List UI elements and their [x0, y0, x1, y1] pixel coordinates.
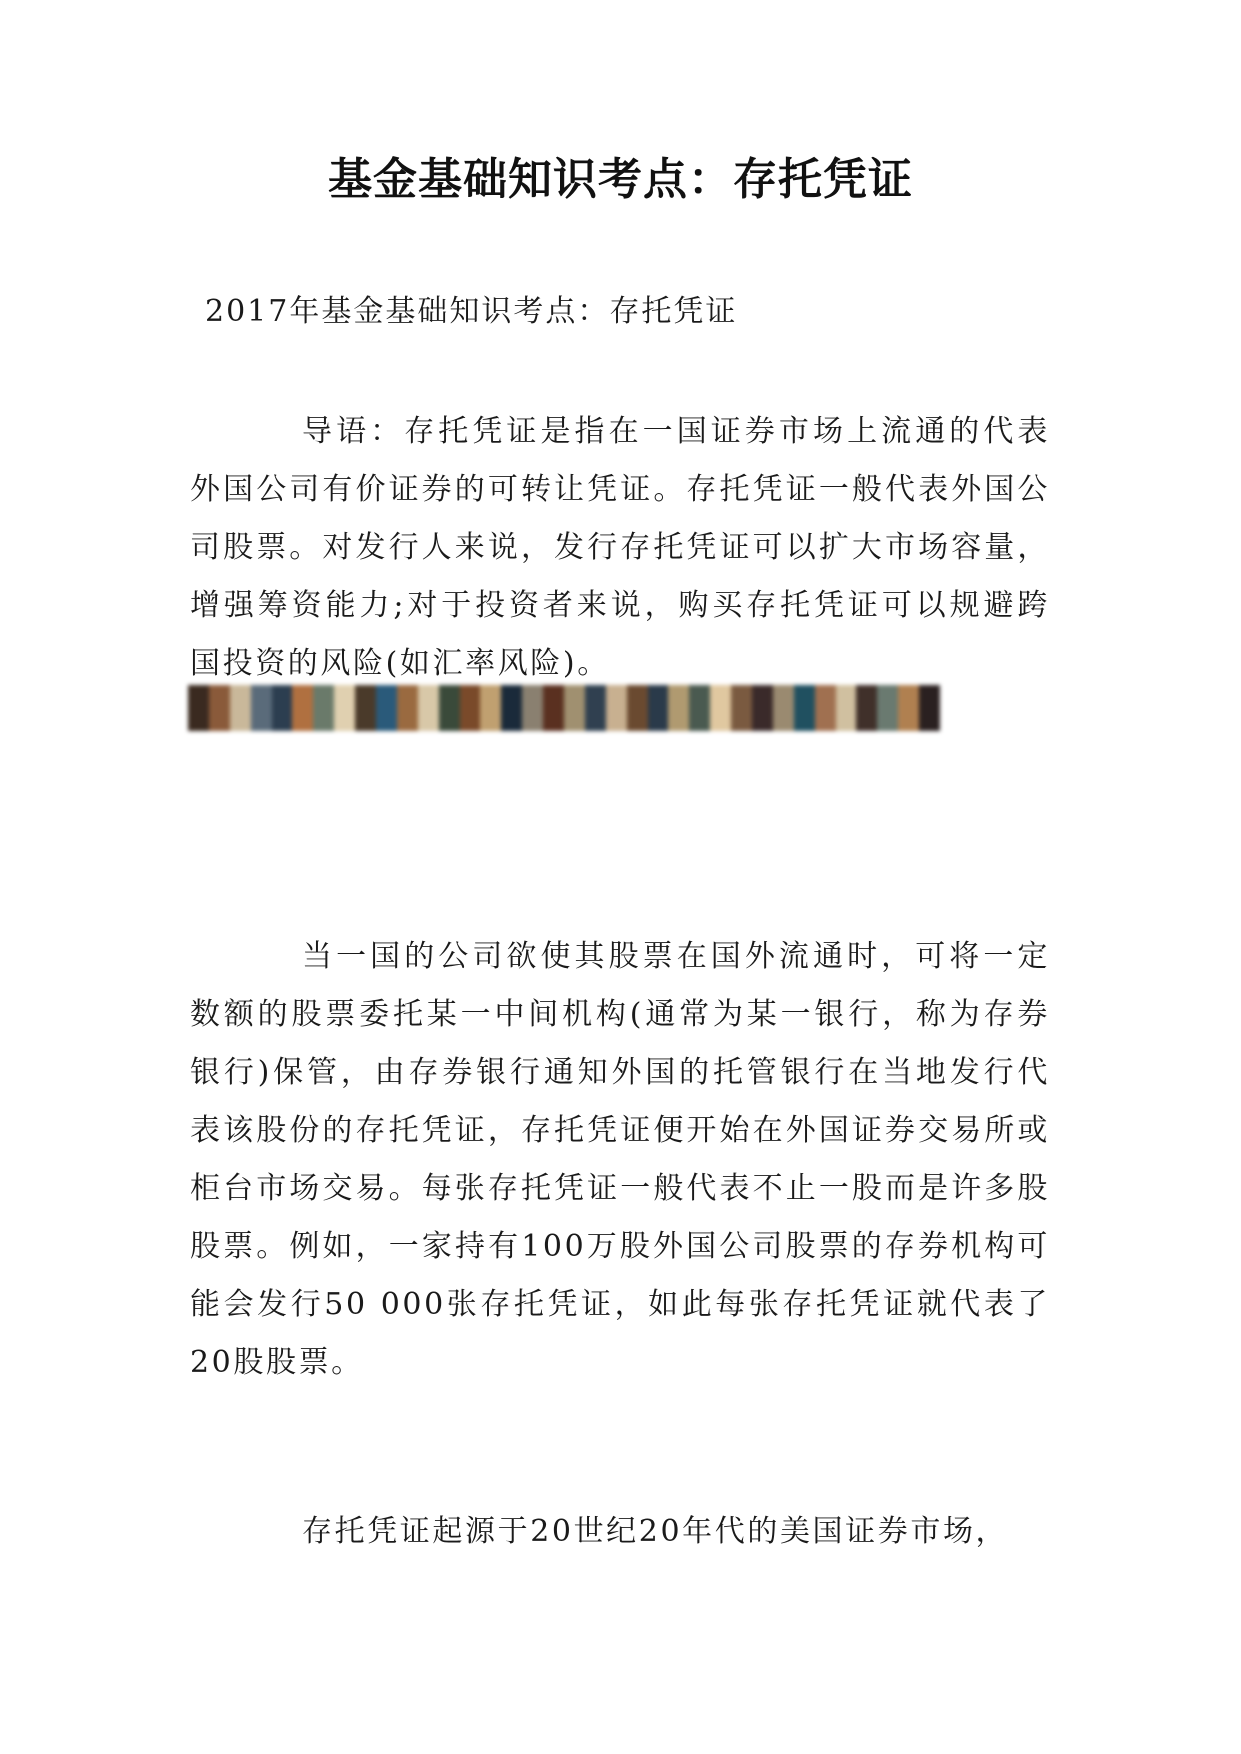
book-spine [209, 685, 231, 731]
book-spine [418, 685, 440, 731]
paragraph-mechanism: 当一国的公司欲使其股票在国外流通时，可将一定数额的股票委托某一中间机构(通常为某一银行，称为存券银行)保管，由存券银行通知外国的托管银行在当地发行代表该股份的存托凭证，存托凭证便开始在外国证券交易所或柜台市场交易。每张存托凭证一般代表不止一股而是许多股股票。例如，一家持有100万股外国公司股票的存券机构可能会发行50 000张存托凭证，如此每张存托凭证就代表了20股股票。 [190, 939, 1050, 1380]
book-spine [836, 685, 858, 731]
book-spine [460, 685, 482, 731]
book-spine [689, 685, 711, 731]
book-spine [606, 685, 628, 731]
book-spine [543, 685, 565, 731]
book-spine [794, 685, 816, 731]
book-spine [773, 685, 795, 731]
book-spine [376, 685, 398, 731]
book-spine [439, 685, 461, 731]
document-subtitle: 2017年基金基础知识考点：存托凭证 [205, 294, 738, 329]
book-spine [877, 685, 899, 731]
book-spine [501, 685, 523, 731]
book-spine [480, 685, 502, 731]
book-spine [522, 685, 544, 731]
book-spine [710, 685, 732, 731]
book-spine [919, 685, 940, 731]
book-spine [752, 685, 774, 731]
book-spine [731, 685, 753, 731]
book-spine [313, 685, 335, 731]
book-spine [188, 685, 210, 731]
book-spine [898, 685, 920, 731]
book-spine [585, 685, 607, 731]
book-spine [251, 685, 273, 731]
document-title: 基金基础知识考点：存托凭证 [328, 154, 913, 205]
book-spine [272, 685, 294, 731]
paragraph-origin: 存托凭证起源于20世纪20年代的美国证券市场， [302, 1514, 1009, 1549]
book-spine [292, 685, 314, 731]
book-spine [627, 685, 649, 731]
book-spine [815, 685, 837, 731]
book-spine [564, 685, 586, 731]
bookshelf-image [188, 685, 940, 731]
paragraph-intro: 导语：存托凭证是指在一国证券市场上流通的代表外国公司有价证券的可转让凭证。存托凭证一般代表外国公司股票。对发行人来说，发行存托凭证可以扩大市场容量，增强筹资能力;对于投资者来说，购买存托凭证可以规避跨国投资的风险(如汇率风险)。 [190, 414, 1050, 681]
book-spine [648, 685, 670, 731]
book-spine [355, 685, 377, 731]
book-spine [397, 685, 419, 731]
book-spine [856, 685, 878, 731]
book-spine [668, 685, 690, 731]
book-spine [334, 685, 356, 731]
book-spine [230, 685, 252, 731]
